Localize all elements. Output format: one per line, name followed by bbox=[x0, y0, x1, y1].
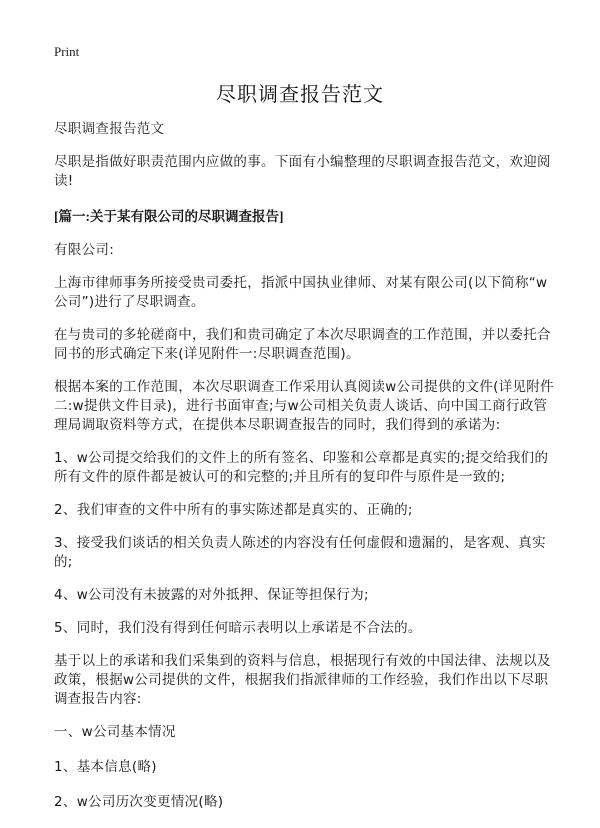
subtitle-paragraph: 尽职调查报告范文 bbox=[54, 121, 165, 137]
list-paragraph: 3、接受我们谈话的相关负责人陈述的内容没有任何虚假和遗漏的，是客观、真实的; bbox=[54, 535, 546, 570]
intro-paragraph: 尽职是指做好职责范围内应做的事。下面有小编整理的尽职调查报告范文，欢迎阅读! bbox=[54, 154, 551, 189]
section-title-paragraph: 一、w公司基本情况 bbox=[54, 724, 176, 740]
body-paragraph: 在与贵司的多轮磋商中，我们和贵司确定了本次尽职调查的工作范围，并以委托合同书的形式确定下来(详见附件一:尽职调查范围)。 bbox=[54, 327, 551, 362]
list-paragraph: 5、同时，我们没有得到任何暗示表明以上承诺是不合法的。 bbox=[54, 620, 422, 636]
document-body bbox=[54, 120, 554, 828]
list-paragraph: 2、我们审查的文件中所有的事实陈述都是真实的、正确的; bbox=[54, 502, 413, 518]
list-paragraph: 4、w公司没有未披露的对外抵押、保证等担保行为; bbox=[54, 587, 369, 603]
salutation-paragraph: 有限公司: bbox=[54, 242, 115, 258]
section-heading: [篇一:关于某有限公司的尽职调查报告] bbox=[54, 209, 284, 224]
body-paragraph: 基于以上的承诺和我们采集到的资料与信息，根据现行有效的中国法律、法规以及政策，根据w公司提供的文件，根据我们指派律师的工作经验，我们作出以下尽职调查报告内容: bbox=[54, 653, 551, 707]
list-paragraph: 1、基本信息(略) bbox=[54, 759, 157, 775]
body-paragraph: 根据本案的工作范围，本次尽职调查工作采用认真阅读w公司提供的文件(详见附件二:w提供文件目录)，进行书面审查;与w公司相关负责人谈话、向中国工商行政管理局调取资料等方式，在提供本尽职调查报告的同时，我们得到的承诺为: bbox=[54, 379, 554, 433]
page-title: 尽职调查报告范文 bbox=[216, 82, 384, 106]
list-paragraph: 1、w公司提交给我们的文件上的所有签名、印鉴和公章都是真实的;提交给我们的所有文件的原件都是被认可的和完整的;并且所有的复印件与原件是一致的; bbox=[54, 450, 549, 485]
body-paragraph: 上海市律师事务所接受贵司委托，指派中国执业律师、对某有限公司(以下简称“w公司”)进行了尽职调查。 bbox=[54, 275, 548, 310]
print-link[interactable]: Print bbox=[54, 44, 80, 59]
list-paragraph: 2、w公司历次变更情况(略) bbox=[54, 794, 224, 810]
